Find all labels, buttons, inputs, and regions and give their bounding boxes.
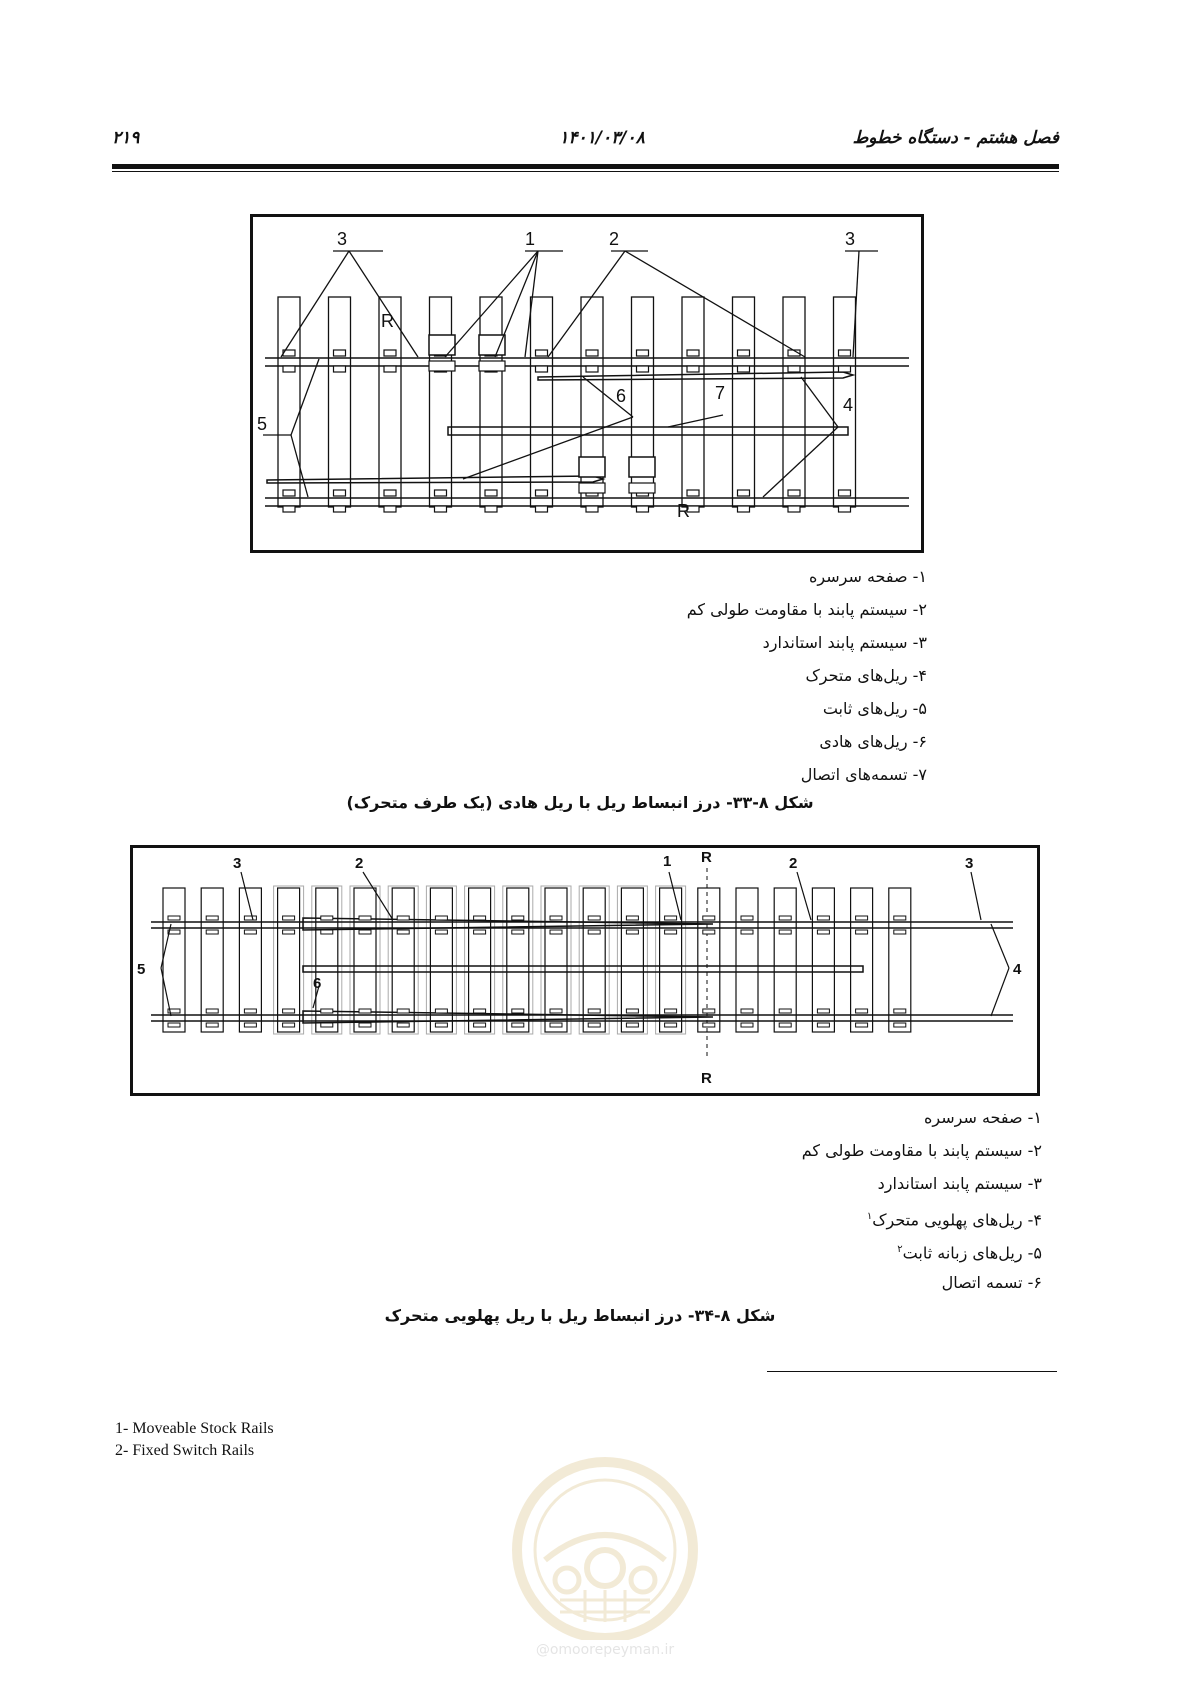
footnote-rule <box>767 1371 1057 1372</box>
figure-34-legend <box>622 1101 1042 1299</box>
clip <box>384 366 396 372</box>
sleeper <box>531 297 553 507</box>
clip <box>779 1009 791 1013</box>
clip <box>626 930 638 934</box>
clip <box>536 350 548 356</box>
clip <box>359 1023 371 1027</box>
clip <box>397 1023 409 1027</box>
callout-label: 5 <box>137 961 146 978</box>
clip <box>321 1009 333 1013</box>
clip <box>894 930 906 934</box>
clip <box>665 1023 677 1027</box>
clip <box>359 930 371 934</box>
clip <box>626 1023 638 1027</box>
clip <box>244 930 256 934</box>
legend-item: ۲- سیستم پابند با مقاومت طولی کم <box>686 600 927 619</box>
callout-label: 2 <box>789 855 798 872</box>
clip <box>283 1023 295 1027</box>
clip <box>283 506 295 512</box>
clip <box>741 930 753 934</box>
clip <box>536 506 548 512</box>
callout-label: 7 <box>715 383 726 403</box>
callout-label: 3 <box>845 229 856 249</box>
slide-plate <box>429 361 455 371</box>
clip <box>588 930 600 934</box>
fastening-clips <box>283 335 854 512</box>
slide-plate <box>479 361 505 371</box>
clip <box>397 1009 409 1013</box>
clip <box>894 916 906 920</box>
clip <box>586 350 598 356</box>
clip <box>626 1009 638 1013</box>
clip <box>626 916 638 920</box>
clip <box>665 930 677 934</box>
clip <box>474 1009 486 1013</box>
clip <box>435 930 447 934</box>
clip <box>334 366 346 372</box>
slide-plate <box>629 457 655 477</box>
clip <box>474 930 486 934</box>
clip <box>244 1023 256 1027</box>
clip <box>206 930 218 934</box>
legend-item: ۳- سیستم پابند استاندارد <box>762 633 927 652</box>
slide-plate <box>579 483 605 493</box>
clip <box>741 916 753 920</box>
legend-item: ۱- صفحه سرسره <box>809 567 927 586</box>
clip <box>637 350 649 356</box>
clip <box>435 916 447 920</box>
clip <box>334 490 346 496</box>
clip <box>588 1023 600 1027</box>
figure-34-caption: شکل ۸-۳۴- درز انبساط ریل با ریل پهلویی متحرک <box>384 1306 776 1325</box>
watermark-seal-icon <box>505 1450 705 1640</box>
footnotes <box>115 1418 274 1462</box>
callout-label: 4 <box>1013 961 1022 978</box>
clip <box>474 1023 486 1027</box>
clip <box>512 930 524 934</box>
clip <box>588 1009 600 1013</box>
callout-label: 6 <box>616 386 627 406</box>
clip <box>321 916 333 920</box>
clip <box>856 1023 868 1027</box>
clip <box>168 1023 180 1027</box>
clip <box>485 490 497 496</box>
clip <box>779 930 791 934</box>
footnote-2: 2- Fixed Switch Rails <box>115 1442 255 1459</box>
clip <box>512 1009 524 1013</box>
clip <box>687 366 699 372</box>
clip <box>817 930 829 934</box>
clip <box>741 1023 753 1027</box>
watermark-text: @omoorepeyman.ir <box>535 1642 675 1658</box>
sleeper <box>278 297 300 507</box>
page-header <box>112 128 1059 158</box>
clip <box>283 916 295 920</box>
clip <box>817 916 829 920</box>
clip <box>665 916 677 920</box>
figure-33-caption: شکل ۸-۳۳- درز انبساط ریل با ریل هادی (یک طرف متحرک) <box>346 793 814 812</box>
clip <box>435 490 447 496</box>
clip <box>637 366 649 372</box>
clip <box>244 916 256 920</box>
clip <box>334 350 346 356</box>
sleeper <box>733 297 755 507</box>
clip <box>788 490 800 496</box>
clip <box>703 1009 715 1013</box>
sleeper <box>430 297 452 507</box>
clip <box>206 916 218 920</box>
clip <box>321 930 333 934</box>
clip <box>512 1023 524 1027</box>
clip <box>703 1023 715 1027</box>
sleepers <box>163 886 911 1034</box>
clip <box>512 916 524 920</box>
clip <box>321 1023 333 1027</box>
sleeper <box>682 297 704 507</box>
slide-plate <box>579 457 605 477</box>
footnote-1: 1- Moveable Stock Rails <box>115 1420 274 1437</box>
page-number: ۲۱۹ <box>112 128 140 148</box>
chapter-title: فصل هشتم - دستگاه خطوط <box>852 128 1059 148</box>
footnote-marker: ۲ <box>897 1244 903 1255</box>
clip <box>817 1009 829 1013</box>
clip <box>738 366 750 372</box>
clip <box>839 490 851 496</box>
clip <box>738 490 750 496</box>
clip <box>168 916 180 920</box>
clip <box>334 506 346 512</box>
clip <box>283 930 295 934</box>
clip <box>283 490 295 496</box>
clip <box>474 916 486 920</box>
callout-label: 1 <box>525 229 536 249</box>
clip <box>839 366 851 372</box>
callout-label: 2 <box>355 855 364 872</box>
clip <box>550 916 562 920</box>
legend-item: ۳- سیستم پابند استاندارد <box>877 1174 1042 1193</box>
slide-plate <box>429 335 455 355</box>
callout-label: 3 <box>965 855 974 872</box>
clip <box>359 1009 371 1013</box>
clip <box>665 1009 677 1013</box>
clip <box>839 506 851 512</box>
legend-item: ۵- ریل‌های ثابت <box>822 699 927 718</box>
clip <box>703 916 715 920</box>
clip <box>687 490 699 496</box>
clip <box>738 506 750 512</box>
clip <box>856 930 868 934</box>
clip <box>738 350 750 356</box>
clip <box>856 1009 868 1013</box>
watermark-logo <box>505 1450 705 1660</box>
footnote-marker: ۱ <box>866 1211 873 1222</box>
clip <box>397 916 409 920</box>
header-rule-thin <box>112 171 1059 172</box>
header-date: ۱۴۰۱/۰۳/۰۸ <box>559 128 645 148</box>
legend-item: ۶- تسمه اتصال <box>941 1273 1042 1292</box>
legend-item: ۶- ریل‌های هادی <box>819 732 927 751</box>
callout-label: 4 <box>843 395 854 415</box>
clip <box>435 1009 447 1013</box>
callout-label: R <box>381 311 394 331</box>
callout-label: 1 <box>663 853 672 870</box>
callout-label: R <box>677 501 690 521</box>
callout-label: 3 <box>233 855 242 872</box>
clip <box>703 930 715 934</box>
callout-label: R <box>701 849 712 866</box>
callout-label: 3 <box>337 229 348 249</box>
clip <box>588 916 600 920</box>
legend-item: ۷- تسمه‌های اتصال <box>800 765 927 784</box>
clip <box>637 506 649 512</box>
sleeper <box>480 297 502 507</box>
clip <box>839 350 851 356</box>
clip <box>283 1009 295 1013</box>
figure-33-legend <box>507 560 927 791</box>
clip <box>244 1009 256 1013</box>
clip <box>894 1009 906 1013</box>
clip <box>359 916 371 920</box>
clip <box>435 1023 447 1027</box>
clip <box>779 1023 791 1027</box>
clip <box>894 1023 906 1027</box>
clip <box>788 506 800 512</box>
clip <box>550 1023 562 1027</box>
clip <box>384 506 396 512</box>
figure-33-drawing <box>250 214 924 553</box>
legend-item: ۲- سیستم پابند با مقاومت طولی کم <box>801 1141 1042 1160</box>
clip <box>788 366 800 372</box>
legend-item: ۴- ریل‌های متحرک <box>805 666 927 685</box>
clip <box>741 1009 753 1013</box>
clip <box>435 506 447 512</box>
clip <box>384 350 396 356</box>
clip <box>550 930 562 934</box>
slide-plate <box>629 483 655 493</box>
clip <box>536 490 548 496</box>
legend-item: ۴- ریل‌های پهلویی متحرک$^۱$ <box>866 1210 1042 1230</box>
figure-33-svg <box>253 217 921 550</box>
sleeper <box>329 297 351 507</box>
clip <box>384 490 396 496</box>
clip <box>856 916 868 920</box>
slide-plate <box>479 335 505 355</box>
figure-34-drawing <box>130 845 1040 1096</box>
clip <box>206 1023 218 1027</box>
clip <box>779 916 791 920</box>
callout-label: 5 <box>257 414 268 434</box>
clip <box>283 366 295 372</box>
clip <box>586 366 598 372</box>
header-rule-thick <box>112 164 1059 169</box>
clip <box>586 506 598 512</box>
callout-label: 2 <box>609 229 620 249</box>
clip <box>485 506 497 512</box>
clip <box>687 350 699 356</box>
sleepers <box>278 297 856 507</box>
callout-label: 6 <box>313 975 322 992</box>
legend-item: ۵- ریل‌های زبانه ثابت$^۲$ <box>897 1243 1042 1263</box>
clip <box>550 1009 562 1013</box>
clip <box>206 1009 218 1013</box>
clip <box>397 930 409 934</box>
callout-label: R <box>701 1070 712 1087</box>
clip <box>536 366 548 372</box>
legend-item: ۱- صفحه سرسره <box>924 1108 1042 1127</box>
clip <box>817 1023 829 1027</box>
figure-34-svg <box>133 848 1037 1093</box>
